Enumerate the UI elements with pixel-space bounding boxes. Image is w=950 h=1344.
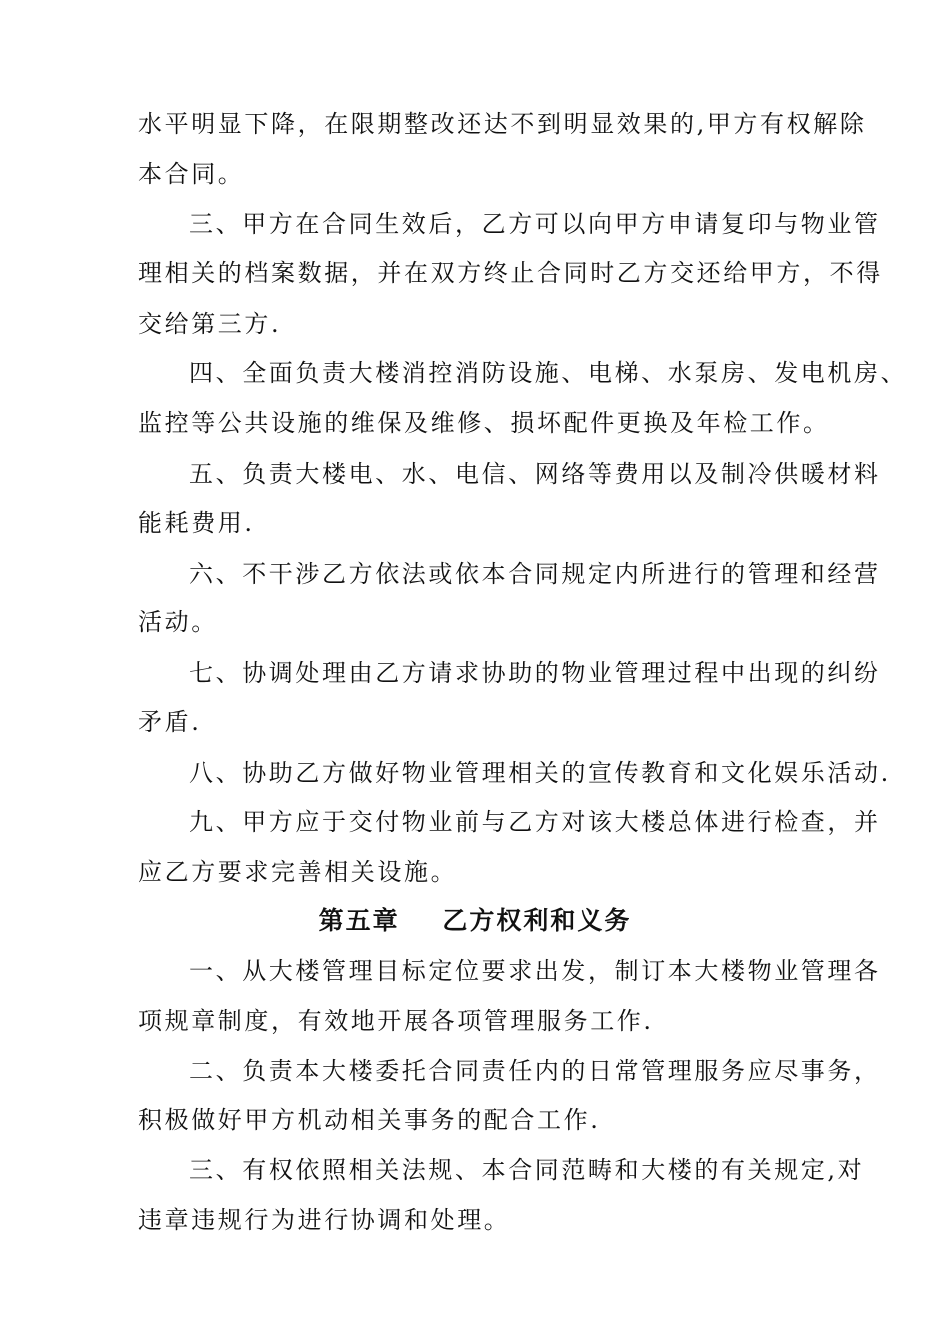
- paragraph-line: 监控等公共设施的维保及维修、损坏配件更换及年检工作。: [138, 409, 830, 437]
- paragraph-line: 九、甲方应于交付物业前与乙方对该大楼总体进行检查，并: [189, 808, 881, 836]
- paragraph-line: 积极做好甲方机动相关事务的配合工作.: [138, 1106, 601, 1134]
- paragraph-line: 一、从大楼管理目标定位要求出发，制订本大楼物业管理各: [189, 957, 881, 985]
- paragraph-line: 理相关的档案数据，并在双方终止合同时乙方交还给甲方，不得: [138, 259, 883, 287]
- paragraph-line: 能耗费用.: [138, 509, 255, 537]
- paragraph-line: 项规章制度，有效地开展各项管理服务工作.: [138, 1007, 654, 1035]
- paragraph-line: 矛盾.: [138, 708, 202, 736]
- paragraph-line: 四、全面负责大楼消控消防设施、电梯、水泵房、发电机房、: [189, 359, 908, 387]
- chapter-heading: 第五章 乙方权利和义务: [318, 906, 632, 935]
- paragraph-line: 本合同。: [138, 160, 245, 188]
- paragraph-line: 违章违规行为进行协调和处理。: [138, 1206, 511, 1234]
- paragraph-line: 水平明显下降，在限期整改还达不到明显效果的,甲方有权解除: [138, 110, 867, 138]
- paragraph-line: 三、甲方在合同生效后，乙方可以向甲方申请复印与物业管: [189, 210, 881, 238]
- paragraph-line: 交给第三方.: [138, 310, 282, 338]
- paragraph-line: 三、有权依照相关法规、本合同范畴和大楼的有关规定,对: [189, 1156, 865, 1184]
- paragraph-line: 应乙方要求完善相关设施。: [138, 858, 458, 886]
- paragraph-line: 活动。: [138, 608, 218, 636]
- paragraph-line: 七、协调处理由乙方请求协助的物业管理过程中出现的纠纷: [189, 659, 881, 687]
- paragraph-line: 五、负责大楼电、水、电信、网络等费用以及制冷供暖材料: [189, 460, 881, 488]
- paragraph-line: 二、负责本大楼委托合同责任内的日常管理服务应尽事务，: [189, 1057, 881, 1085]
- paragraph-line: 六、不干涉乙方依法或依本合同规定内所进行的管理和经营: [189, 560, 881, 588]
- paragraph-line: 八、协助乙方做好物业管理相关的宣传教育和文化娱乐活动.: [189, 759, 891, 787]
